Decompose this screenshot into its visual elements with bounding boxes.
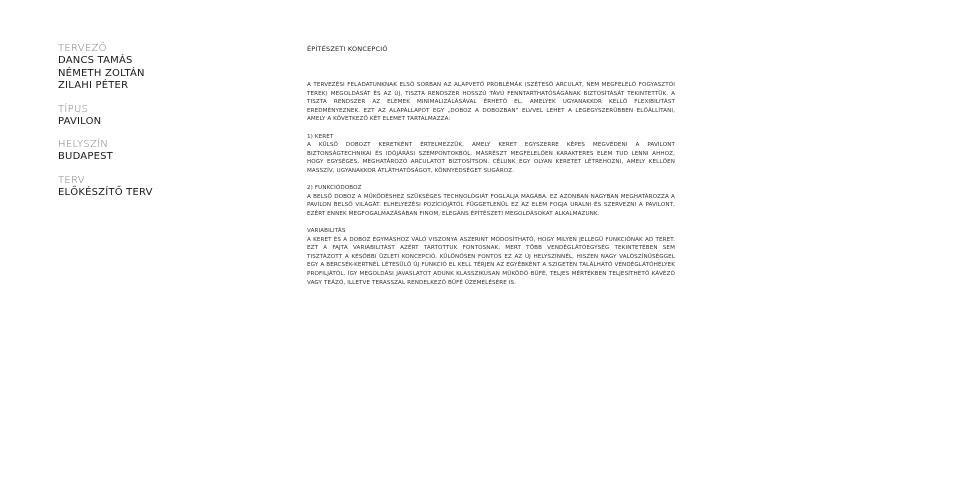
location-value: BUDAPEST [58,151,113,162]
section-text-variability: A KERET ÉS A DOBOZ EGYMÁSHOZ VALÓ VISZONYA ASZERINT MÓDOSÍTHATÓ, HOGY MILYEN JELLEGŰ FUNKCIÓNAK AD TERET. EZT A FAJTA VARIABILITÁST AZÉRT TARTOTTUK FONTOSNAK, MERT TÖBB VENDÉGLÁTÓEGYSÉG TEKINTETÉBEN SEM TISZTÁZOTT A KÉSŐBBI ÜZLETI KONCEPCIÓ. KÜLÖNÖSEN FONTOS EZ AZ ÚJ HELYSZÍNNÉL, HISZEN NAGY VALÓSZÍNŰSÉGGEL EGY A BERCSÉK-KERTNÉL LÉTESÜLŐ ÚJ FUNKCIÓ EL KELL TÉRJEN AZ EGYÉBKÉNT A SZIGETEN TALÁLHATÓ VENDÉGLÁTÓHELYEK PROFILJÁTÓL. ÍGY MEGOLDÁSI JAVASLATOT ADUNK KLASSZIKUSAN MŰKÖDŐ BÜFÉ, TELJES MÉRTÉKBEN TELJESÍTHETŐ KÁVÉZÓ VAGY TEÁZÓ, ILLETVE TERASSZAL RENDELKEZŐ BÜFÉ ÜZEMELÉSÉRE IS. [307,236,675,286]
designer-name: DANCS TAMÁS [58,55,133,66]
intro-paragraph: A TERVEZÉSI FELADATUNKNAK ELSŐ SORBAN AZ ALAPVETŐ PROBLÉMÁK (SZÉTESŐ ARCULAT, NEM MEGFELELŐ FOGYASZTÓI TEREK) MEGOLDÁSÁT ÉS AZ ÚJ, TISZTA RENDSZER HOSSZÚ TÁVÚ FENNTARTHATÓSÁGÁNAK BIZTOSÍTÁSÁT TEKINTETTÜK. A TISZTA RENDSZER AZ ELEMEK MINIMALIZÁLÁSÁVAL ÉRHETŐ EL, AMELYEK UGYANAKKOR KELLŐ FLEXIBILITÁST EREDMÉNYEZNEK. EZT AZ ALAPÁLLAPOT EGY „DOBOZ A DOBOZBAN” ELVVEL LEHET A LEGEGYSZERŰBBEN ELŐÁLLÍTANI, AMELY A KÖVETKEZŐ KÉT ELEMET TARTALMAZZA: [307,82,675,123]
project-info-sidebar [58,43,258,210]
location-block [58,139,258,164]
concept-text-column [307,45,675,296]
type-value: PAVILON [58,115,102,127]
plan-block [58,175,258,200]
location-label: HELYSZÍN [58,139,109,150]
section-heading-variability: VARIABILITÁS [307,228,346,235]
section-text-frame: A KÜLSŐ DOBOZT KERETKÉNT ÉRTELMEZZÜK, AMELY KERET EGYSZERRE KÉPES MEGVÉDENI A PAVILONT BIZTONSÁGTECHNIKAI ÉS IDŐJÁRÁSI SZEMPONTOKBÓL. MÁSRÉSZT MEGFELELŐEN KARAKTERES ELEM TUD LENNI AHHOZ, HOGY EGYSÉGES, MEGHATÁROZÓ ARCULATOT BIZTOSÍTSON. CÉLUNK EGY OLYAN KERETET LÉTREHOZNI, AMELY KELLŐEN MASSZÍV, UGYANAKKOR ÁTLÁTHATÓSÁGOT, KÖNNYEDSÉGET SUGÁROZ. [307,142,675,174]
designer-name: NÉMETH ZOLTÁN [58,67,145,79]
section-heading-frame: 1) KERET [307,133,334,140]
designer-label: TERVEZŐ [58,43,107,54]
type-block [58,104,258,129]
section-heading-function-box: 2) FUNKCIÓDOBOZ [307,185,362,192]
type-label: TÍPUS [58,103,89,115]
page-title: ÉPÍTÉSZETI KONCEPCIÓ [307,45,388,53]
plan-value: ELŐKÉSZÍTŐ TERV [58,186,153,198]
plan-label: TERV [58,174,85,186]
designer-name: ZILAHI PÉTER [58,80,129,91]
section-text-function-box: A BELSŐ DOBOZ A MŰKÖDÉSHEZ SZÜKSÉGES TECHNOLÓGIÁT FOGLALJA MAGÁBA. EZ AZONBAN NAGYBAN MEGHATÁROZZA A PAVILON BELSŐ VILÁGÁT. ELHELYEZÉSI POZÍCIÓJÁTÓL FÜGGETLENÜL EZ AZ ELEM FOGJA URALNI ÉS SZERVEZNI A PAVILONT, EZÉRT ENNEK MEGFOGALMAZÁSÁBAN FINOM, ELEGÁNS ÉPÍTÉSZETI MEGOLDÁSOKAT ALKALMAZUNK. [307,193,675,217]
designer-block [58,43,258,93]
